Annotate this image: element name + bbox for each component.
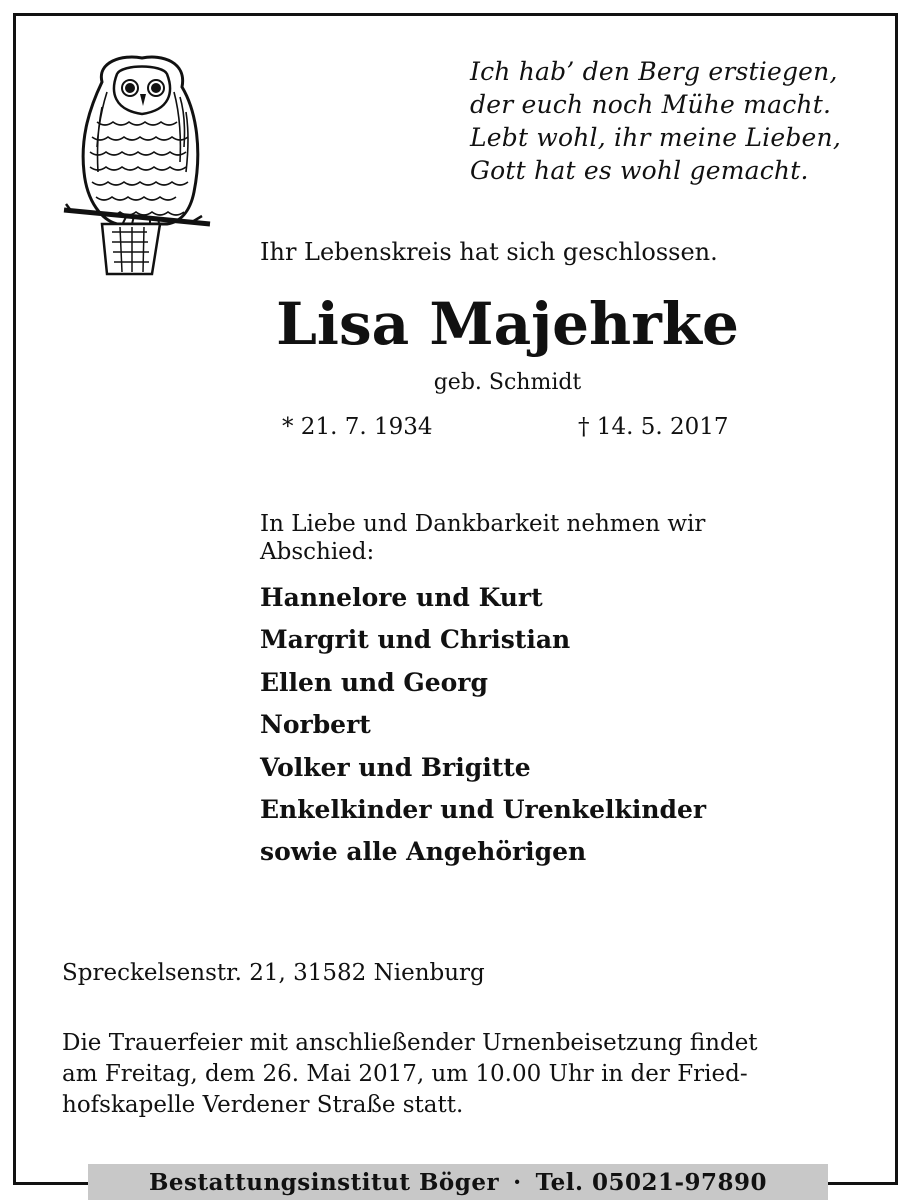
mourner-name: Ellen und Georg xyxy=(260,667,488,697)
owl-icon xyxy=(62,52,212,277)
mourner-name: Norbert xyxy=(260,710,371,740)
poem-line: der euch noch Mühe macht. xyxy=(470,90,832,119)
circle-line: Ihr Lebenskreis hat sich geschlossen. xyxy=(260,238,718,266)
undertaker-name: Bestattungsinstitut Böger xyxy=(148,1168,500,1196)
mourner-name: sowie alle Angehörigen xyxy=(260,837,587,867)
death-date: † 14. 5. 2017 xyxy=(578,414,729,440)
mourners-list xyxy=(260,578,706,875)
service-line: Die Trauerfeier mit anschließender Urnenbeisetzung findet xyxy=(62,1030,758,1056)
mourner-name: Hannelore und Kurt xyxy=(260,583,543,612)
address: Spreckelsenstr. 21, 31582 Nienburg xyxy=(62,960,485,986)
birth-date: * 21. 7. 1934 xyxy=(282,414,433,440)
mourner-name: Margrit und Christian xyxy=(260,625,571,655)
service-line: hofskapelle Verdener Straße statt. xyxy=(62,1092,464,1118)
poem-line: Lebt wohl, ihr meine Lieben, xyxy=(470,123,842,152)
mourners-intro: In Liebe und Dankbarkeit nehmen wir Abschied: xyxy=(260,511,706,565)
mourner-name: Enkelkinder und Urenkelkinder xyxy=(260,794,707,824)
deceased-name: Lisa Majehrke xyxy=(276,290,739,358)
poem-line: Gott hat es wohl gemacht. xyxy=(470,156,809,185)
poem-line: Ich hab’ den Berg erstiegen, xyxy=(470,57,838,86)
poem xyxy=(470,55,841,187)
separator: · xyxy=(513,1168,522,1196)
service-line: am Freitag, dem 26. Mai 2017, um 10.00 Uhr in der Fried- xyxy=(62,1061,748,1087)
maiden-name: geb. Schmidt xyxy=(433,370,582,395)
footer-bar xyxy=(88,1164,828,1200)
phone-number: Tel. 05021-97890 xyxy=(535,1168,768,1196)
service-details xyxy=(62,1028,758,1121)
mourner-name: Volker und Brigitte xyxy=(260,752,531,782)
